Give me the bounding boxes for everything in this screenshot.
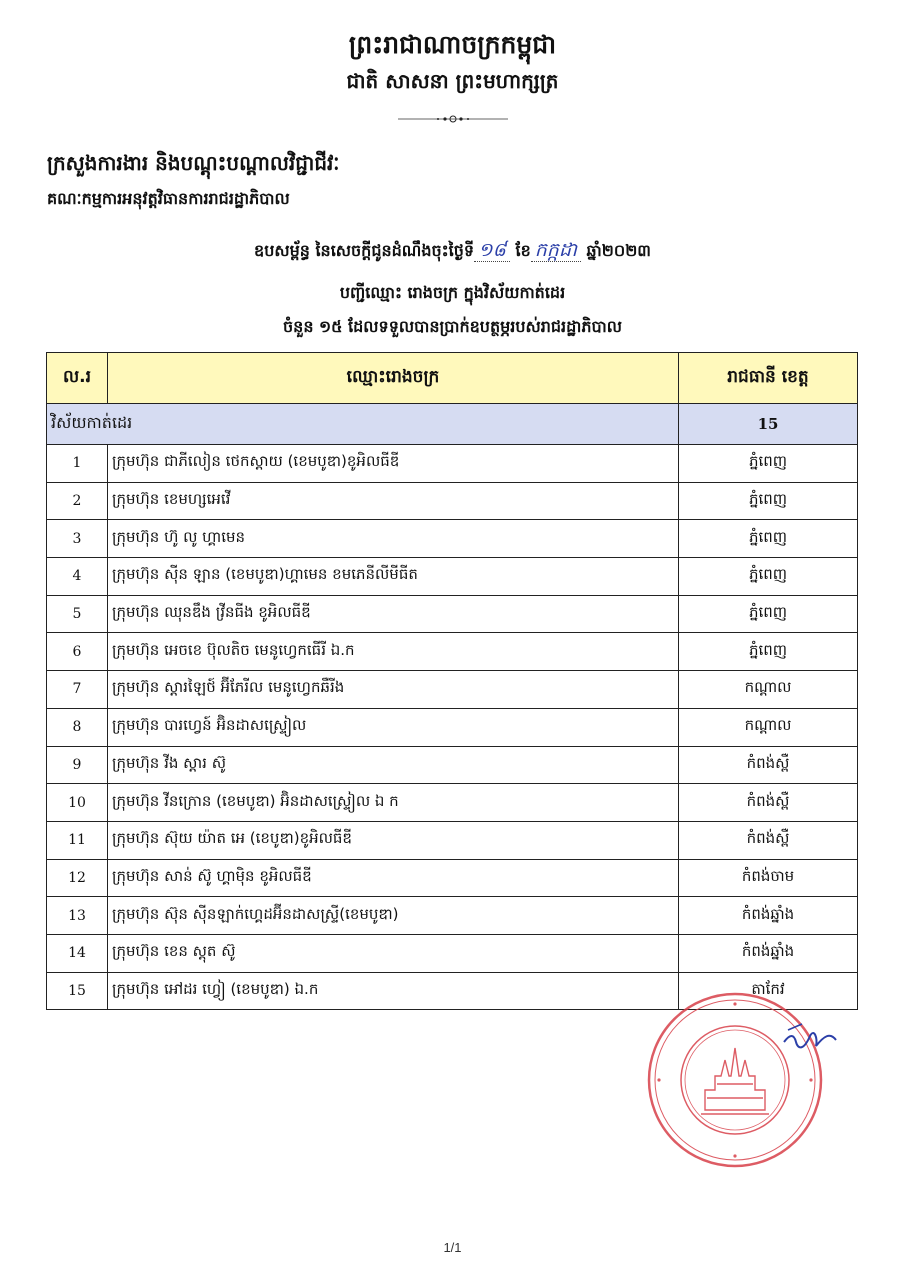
row-number: 10 (47, 784, 108, 822)
factory-name: ក្រុមហ៊ុន ឈុនឌឹង វ្រីនធីង ខូអិលធីឌី (108, 595, 679, 633)
page-number: 1/1 (443, 1240, 462, 1255)
count-line: ចំនួន ១៥ ដែលទទួលបានប្រាក់ឧបត្ថម្ភរបស់រាជរដ្ឋាភិបាល (283, 317, 622, 336)
table-row (47, 520, 858, 558)
national-motto: ជាតិ សាសនា ព្រះមហាក្សត្រ (346, 69, 559, 93)
table-row (47, 934, 858, 972)
factory-name: ក្រុមហ៊ុន ស៊ីន ឡាន (ខេមបូឌា)ហ្គាមេន ខមភេនីលីមីធីត (108, 558, 679, 596)
month-prefix: ខែ (515, 241, 531, 260)
table-row (47, 784, 858, 822)
province-name: កំពង់ស្ពឺ (679, 746, 858, 784)
row-number: 14 (47, 934, 108, 972)
province-name: ភ្នំពេញ (679, 633, 858, 671)
committee-name: គណៈកម្មការអនុវត្តវិធានការរាជរដ្ឋាភិបាល (47, 189, 290, 208)
row-number: 5 (47, 595, 108, 633)
row-number: 3 (47, 520, 108, 558)
province-name: ភ្នំពេញ (679, 445, 858, 483)
table-row (47, 671, 858, 709)
province-name: ភ្នំពេញ (679, 595, 858, 633)
province-name: កំពង់ឆ្នាំង (679, 934, 858, 972)
header-province: រាជធានី ខេត្ត (679, 353, 858, 404)
ministry-name: ក្រសួងការងារ និងបណ្តុះបណ្តាលវិជ្ជាជីវៈ (47, 151, 340, 175)
factory-name: ក្រុមហ៊ុន ហ៊ូ លូ ហ្គាមេន (108, 520, 679, 558)
row-number: 9 (47, 746, 108, 784)
factory-name: ក្រុមហ៊ុន វីង ស្តារ ស៊ូ (108, 746, 679, 784)
province-name: កំពង់ចាម (679, 859, 858, 897)
province-name: ភ្នំពេញ (679, 520, 858, 558)
row-number: 1 (47, 445, 108, 483)
handwritten-month: កក្កដា (531, 239, 581, 262)
sector-label: វិស័យកាត់ដេរ (47, 404, 679, 445)
factory-name: ក្រុមហ៊ុន ស្តារឡៃថ៍ អ៊ីភែរីល មេនូហ្វេកឆឺរីង (108, 671, 679, 709)
row-number: 12 (47, 859, 108, 897)
row-number: 8 (47, 708, 108, 746)
table-row (47, 482, 858, 520)
ornamental-divider (398, 114, 508, 124)
table-body (47, 404, 858, 1010)
row-number: 15 (47, 972, 108, 1010)
province-name: កណ្តាល (679, 708, 858, 746)
row-number: 6 (47, 633, 108, 671)
row-number: 13 (47, 897, 108, 935)
row-number: 4 (47, 558, 108, 596)
sector-row (47, 404, 858, 445)
province-name: ភ្នំពេញ (679, 558, 858, 596)
factory-table (46, 352, 858, 1010)
table-row (47, 708, 858, 746)
factory-name: ក្រុមហ៊ុន ខេមហ្សអេវើ (108, 482, 679, 520)
header-no: ល.រ (47, 353, 108, 404)
table-row (47, 746, 858, 784)
table-row (47, 897, 858, 935)
table-row (47, 859, 858, 897)
sector-count: 15 (679, 404, 858, 445)
kingdom-heading: ព្រះរាជាណាចក្រកម្ពុជា (348, 30, 557, 59)
header-name: ឈ្មោះរោងចក្រ (108, 353, 679, 404)
table-row (47, 821, 858, 859)
table-row (47, 445, 858, 483)
factory-name: ក្រុមហ៊ុន អៅដរ ហ្វៀ (ខេមបូឌា) ឯ.ក (108, 972, 679, 1010)
table-row (47, 633, 858, 671)
annex-year: ឆ្នាំ២០២៣ (586, 241, 651, 260)
province-name: ភ្នំពេញ (679, 482, 858, 520)
province-name: តាកែវ (679, 972, 858, 1010)
row-number: 11 (47, 821, 108, 859)
signature-icon (780, 1012, 840, 1062)
factory-name: ក្រុមហ៊ុន អេចខេ ប៊ុលតិច មេនូហ្វេកធើរី ឯ.ក (108, 633, 679, 671)
row-number: 2 (47, 482, 108, 520)
list-title: បញ្ជីឈ្មោះ រោងចក្រ ក្នុងវិស័យកាត់ដេរ (339, 283, 566, 302)
table-row (47, 595, 858, 633)
province-name: កំពង់ស្ពឺ (679, 784, 858, 822)
province-name: កំពង់ស្ពឺ (679, 821, 858, 859)
factory-name: ក្រុមហ៊ុន ស៊ុយ យ៉ាត អេ (ខេបូឌា)ខូអិលធីឌី (108, 821, 679, 859)
factory-name: ក្រុមហ៊ុន ខេន ស្តុត ស៊ូ (108, 934, 679, 972)
factory-name: ក្រុមហ៊ុន វីនក្រោន (ខេមបូឌា) អ៊ិនដាសស្ទ្រៀល ឯ ក (108, 784, 679, 822)
annex-prefix: ឧបសម្ព័ន្ធ នៃសេចក្តីជូនដំណឹងចុះថ្ងៃទី (254, 241, 475, 260)
factory-name: ក្រុមហ៊ុន បារហ្វេន៍ អ៊ិនដាសស្ទ្រៀល (108, 708, 679, 746)
table-header-row (47, 353, 858, 404)
province-name: កំពង់ឆ្នាំង (679, 897, 858, 935)
handwritten-day: ១៨ (474, 239, 510, 262)
annex-line (0, 238, 905, 266)
row-number: 7 (47, 671, 108, 709)
factory-name: ក្រុមហ៊ុន សាន់ ស៊ូ ហ្គាម៉ិន ខូអិលធីឌី (108, 859, 679, 897)
table-row (47, 558, 858, 596)
province-name: កណ្តាល (679, 671, 858, 709)
factory-name: ក្រុមហ៊ុន ជាភីលៀន ថេកស្តាយ (ខេមបូឌា)ខូអិលធីឌី (108, 445, 679, 483)
factory-name: ក្រុមហ៊ុន ស៊ុន ស៊ីនឡាក់ហ្គេដអ៊ីនដាសស្ទ្រី(ខេមបូឌា) (108, 897, 679, 935)
